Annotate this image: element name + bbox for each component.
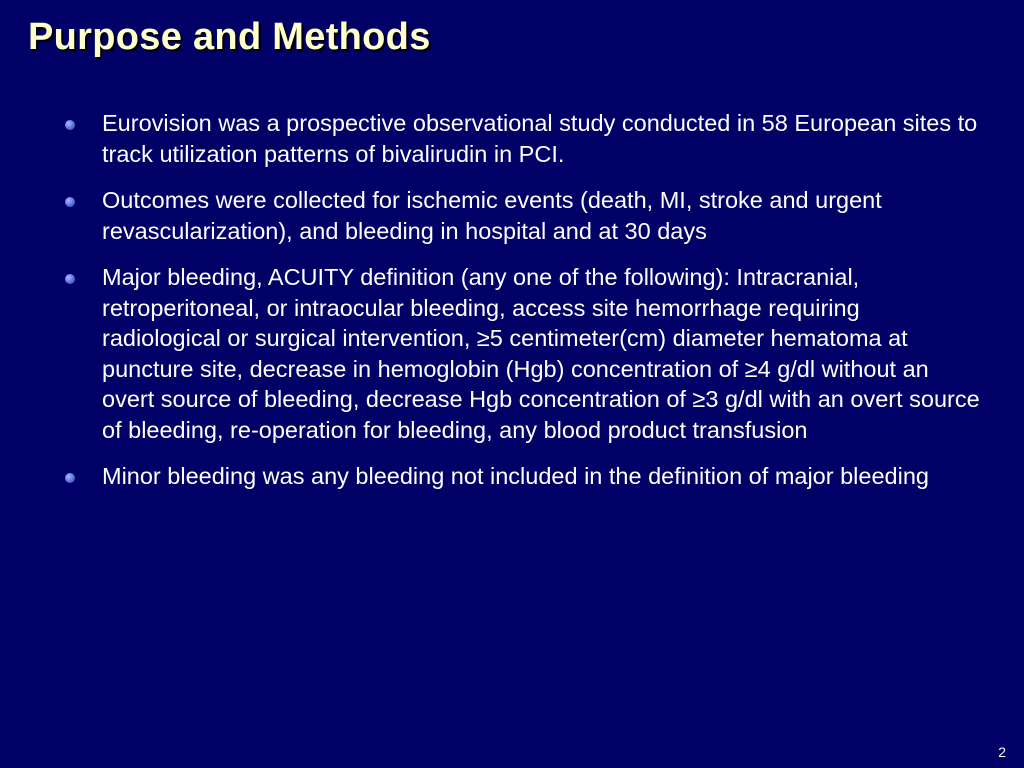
slide-title: Purpose and Methods	[28, 16, 431, 58]
page-number: 2	[998, 744, 1006, 760]
bullet-dot-icon	[65, 197, 75, 207]
bullet-item	[62, 185, 982, 246]
bullet-text: Eurovision was a prospective observational study conducted in 58 European sites to track utilization patterns of bivalirudin in PCI.	[102, 110, 978, 167]
bullet-list	[62, 108, 982, 508]
bullet-item	[62, 262, 982, 445]
bullet-dot-icon	[65, 473, 75, 483]
bullet-text: Outcomes were collected for ischemic events (death, MI, stroke and urgent revascularization), and bleeding in hospital and at 30 days	[102, 187, 882, 244]
bullet-text: Minor bleeding was any bleeding not included in the definition of major bleeding	[102, 463, 929, 489]
bullet-dot-icon	[65, 120, 75, 130]
bullet-item	[62, 461, 982, 492]
bullet-item	[62, 108, 982, 169]
bullet-dot-icon	[65, 274, 75, 284]
bullet-text: Major bleeding, ACUITY definition (any one of the following): Intracranial, retroperitoneal, or intraocular bleeding, access site hemorrhage requiring radiological or surgical intervention, ≥5 centimeter(cm) diameter hematoma at puncture site, decrease in hemoglobin (Hgb) concentration of ≥4 g/dl without an overt source of bleeding, decrease Hgb concentration of ≥3 g/dl with an overt source of bleeding, re-operation for bleeding, any blood product transfusion	[102, 264, 980, 443]
